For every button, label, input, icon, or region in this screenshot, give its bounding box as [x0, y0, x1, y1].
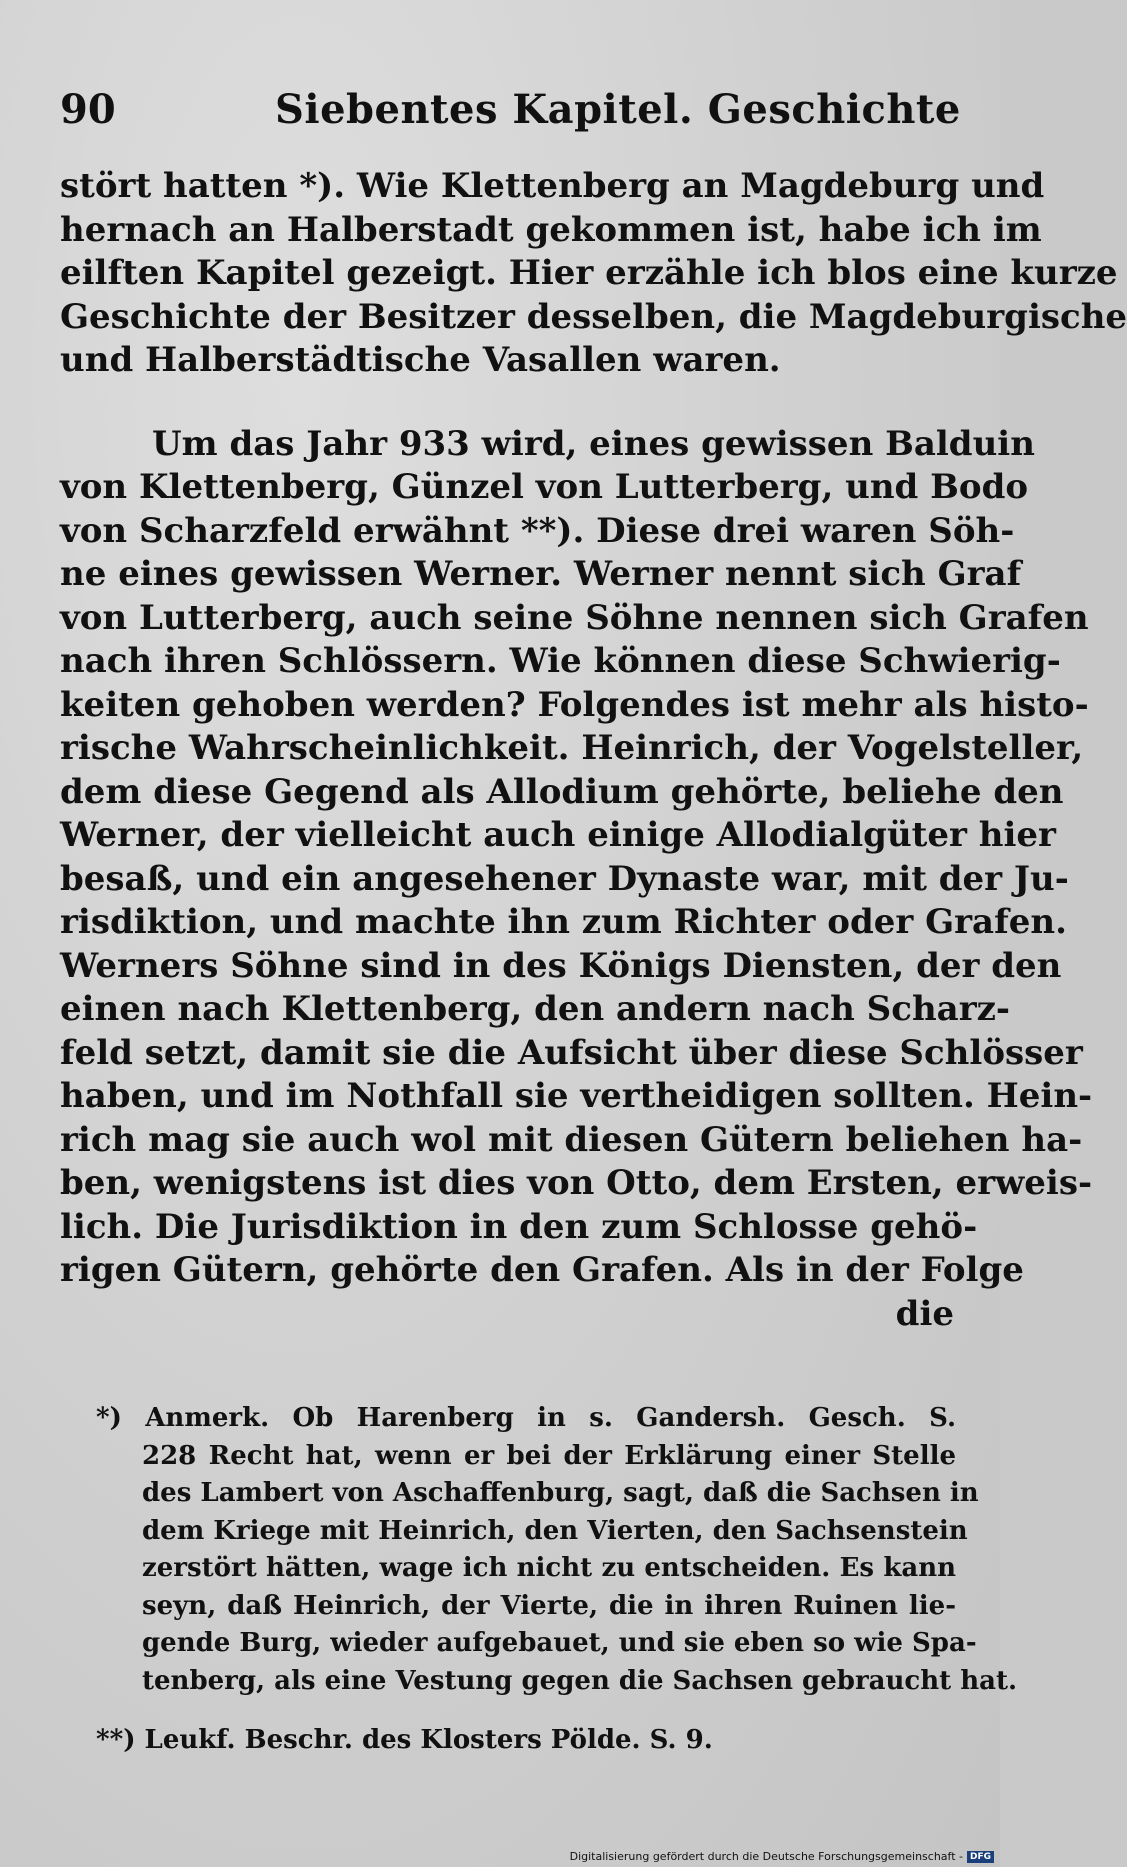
- text-line: von Klettenberg, Günzel von Lutterberg, und Bodo: [60, 467, 1029, 507]
- text-line: rische Wahrscheinlichkeit. Heinrich, der Vogelsteller,: [60, 728, 1084, 768]
- text-line: von Scharzfeld erwähnt **). Diese drei waren Söh-: [60, 510, 1015, 551]
- text-line: keiten gehoben werden? Folgendes ist mehr als histo-: [60, 684, 1089, 725]
- text-line: feld setzt, damit sie die Aufsicht über diese Schlösser: [60, 1032, 1083, 1073]
- main-text: [60, 165, 1127, 1336]
- footnote-line: gende Burg, wieder aufgebauet, und sie eben so wie Spa-: [142, 1628, 977, 1658]
- text-line: ne eines gewissen Werner. Werner nennt sich Graf: [60, 554, 1022, 594]
- footnote-line: seyn, daß Heinrich, der Vierte, die in ihren Ruinen lie-: [142, 1590, 956, 1621]
- text-line: Werner, der vielleicht auch einige Allodialgüter hier: [60, 815, 1056, 855]
- dfg-logo: DFG: [967, 1851, 994, 1863]
- text-line: eilften Kapitel gezeigt. Hier erzähle ich blos eine kurze: [60, 253, 1118, 293]
- running-head: [60, 82, 961, 142]
- footnotes: [96, 1400, 1017, 1760]
- text-line: dem diese Gegend als Allodium gehörte, beliehe den: [60, 771, 1064, 812]
- text-line: lich. Die Jurisdiktion in den zum Schlosse gehö-: [60, 1206, 978, 1247]
- text-line: von Lutterberg, auch seine Söhne nennen sich Grafen: [60, 597, 1089, 638]
- text-line: Werners Söhne sind in des Königs Diensten, der den: [60, 945, 1062, 986]
- text-line: stört hatten *). Wie Klettenberg an Magdeburg und: [60, 166, 1045, 206]
- footnote-line: des Lambert von Aschaffenburg, sagt, daß die Sachsen in: [142, 1478, 979, 1508]
- footnote-line: *) Anmerk. Ob Harenberg in s. Gandersh. Gesch. S.: [96, 1403, 956, 1433]
- footnote-line: zerstört hätten, wage ich nicht zu entscheiden. Es kann: [142, 1553, 956, 1583]
- text-line: einen nach Klettenberg, den andern nach Scharz-: [60, 989, 1011, 1029]
- text-line: rigen Gütern, gehörte den Grafen. Als in der Folge: [60, 1250, 1024, 1290]
- text-line: besaß, und ein angesehener Dynaste war, mit der Ju-: [60, 858, 1069, 899]
- text-line: risdiktion, und machte ihn zum Richter oder Grafen.: [60, 902, 1067, 942]
- text-line: ben, wenigstens ist dies von Otto, dem Ersten, erweis-: [60, 1163, 1093, 1203]
- footnote-line: tenberg, als eine Vestung gegen die Sachsen gebraucht hat.: [142, 1665, 1017, 1696]
- footnote-gap: [96, 1700, 956, 1722]
- footnote-line: dem Kriege mit Heinrich, den Vierten, den Sachsenstein: [142, 1515, 968, 1546]
- text-line: rich mag sie auch wol mit diesen Gütern beliehen ha-: [60, 1119, 1083, 1160]
- text-line: und Halberstädtische Vasallen waren.: [60, 340, 781, 380]
- paragraph-gap: [60, 383, 954, 423]
- footnote-line: 228 Recht hat, wenn er bei der Erklärung einer Stelle: [142, 1440, 956, 1471]
- catchword: die: [895, 1293, 954, 1334]
- text-line: Geschichte der Besitzer desselben, die Magdeburgische: [60, 296, 1127, 337]
- page-number: 90: [60, 86, 116, 133]
- credit-text: Digitalisierung gefördert durch die Deutsche Forschungsgemeinschaft -: [569, 1850, 963, 1863]
- text-line: Um das Jahr 933 wird, eines gewissen Balduin: [152, 423, 1035, 464]
- text-line: haben, und im Nothfall sie vertheidigen sollten. Hein-: [60, 1076, 1093, 1116]
- text-line: hernach an Halberstadt gekommen ist, habe ich im: [60, 209, 1042, 250]
- text-line: nach ihren Schlössern. Wie können diese Schwierig-: [60, 641, 1061, 681]
- running-title: Siebentes Kapitel. Geschichte: [275, 86, 961, 133]
- footnote-line: **) Leukf. Beschr. des Klosters Pölde. S. 9.: [96, 1725, 713, 1755]
- digitization-credit: [570, 1850, 994, 1863]
